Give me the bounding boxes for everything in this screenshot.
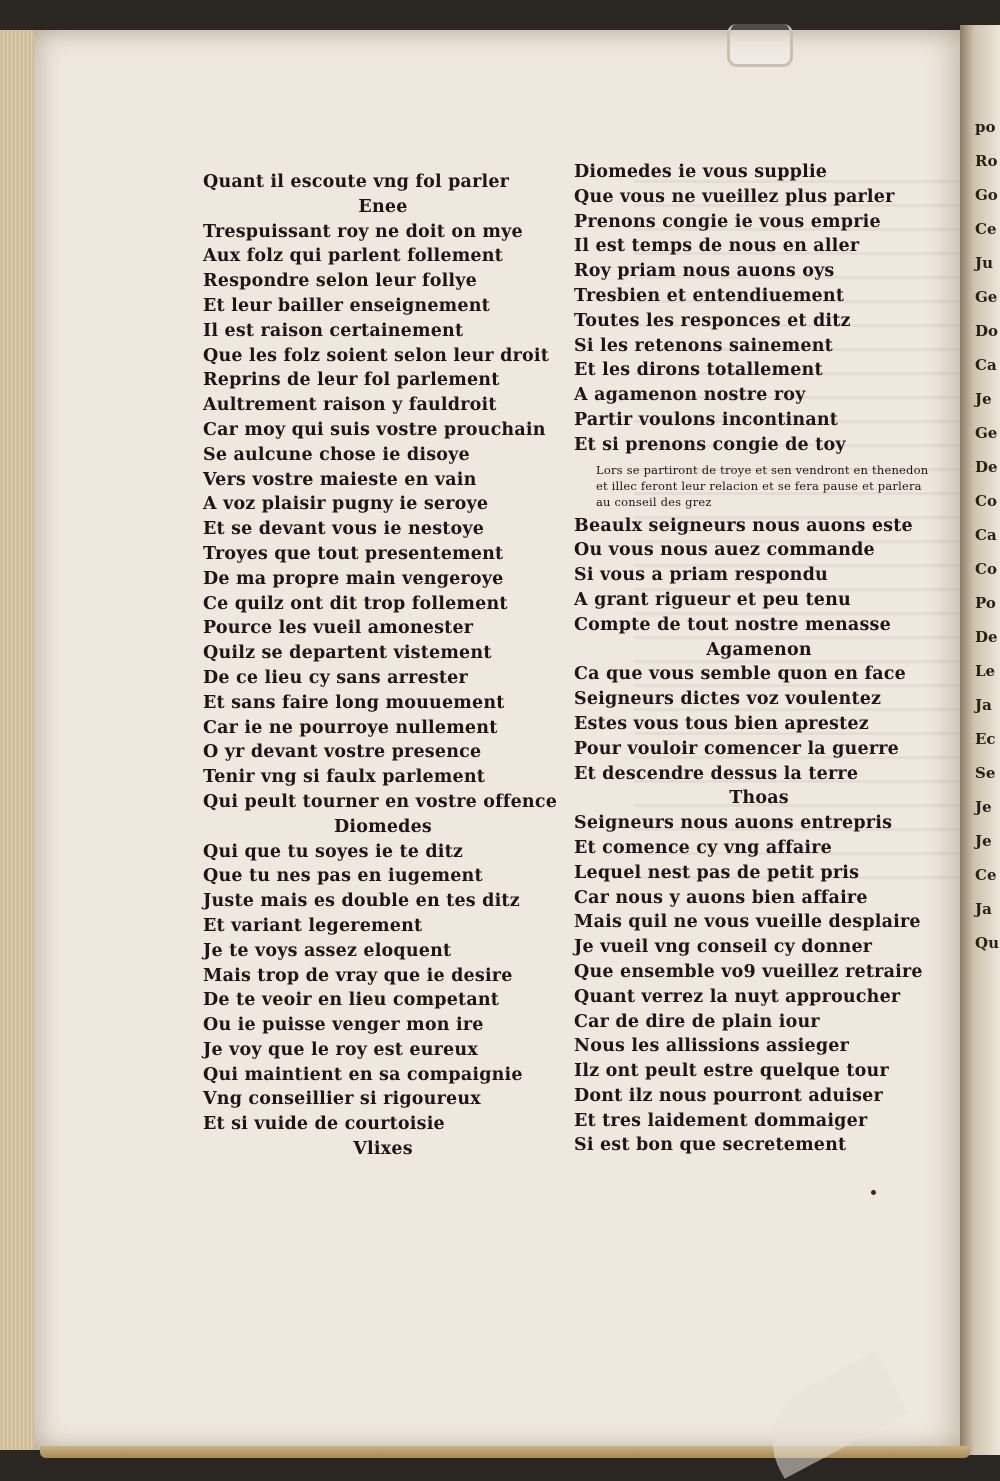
verse-line: Nous les allissions assieger (574, 1036, 850, 1057)
fore-edge-fragment: Co (975, 560, 997, 578)
verse-line: Qui peult tourner en vostre offence (203, 791, 558, 812)
verse-line: De te veoir en lieu competant (203, 990, 500, 1011)
verse-line: Tresbien et entendiuement (574, 285, 845, 306)
verse-line: Reprins de leur fol parlement (203, 370, 500, 391)
fore-edge-fragment: Se (975, 764, 996, 782)
fore-edge-fragment: Ca (975, 526, 997, 544)
verse-line: Et leur bailler enseignement (203, 295, 490, 316)
verse-line: Seigneurs nous auons entrepris (574, 813, 893, 834)
verse-line: Prenons congie ie vous emprie (574, 211, 881, 232)
verse-line: A grant rigueur et peu tenu (574, 589, 851, 610)
fore-edge-fragment: Ro (975, 152, 998, 170)
verse-line: Trespuissant roy ne doit on mye (203, 221, 523, 242)
verse-line: Quant verrez la nuyt approucher (574, 986, 901, 1007)
verse-line: Partir voulons incontinant (574, 409, 839, 430)
fore-edge-fragment: Co (975, 492, 997, 510)
verse-line: De ma propre main vengeroye (203, 568, 504, 589)
fore-edge-fragment: Ja (975, 696, 992, 714)
verse-line: Que ensemble vo9 vueillez retraire (574, 961, 923, 982)
verse-line: Et comence cy vng affaire (574, 837, 832, 858)
verse-line: Car ie ne pourroye nullement (203, 717, 498, 738)
verse-line: Que vous ne vueillez plus parler (574, 186, 895, 207)
fore-edge-fragment: Go (975, 186, 998, 204)
fore-edge-fragment: Ju (975, 254, 994, 272)
left-text-column (203, 170, 563, 1162)
verse-line: Pour vouloir comencer la guerre (574, 738, 899, 759)
fore-edge-fragment: Do (975, 322, 999, 340)
speaker-name: Enee (358, 196, 408, 217)
stage-direction: Lors se partiront de troye et sen vendront en thenedon et illec feront leur relacion et se fera pause et parlera au conseil des grez (596, 462, 929, 509)
verse-line: Vers vostre maieste en vain (203, 469, 477, 490)
verse-line: Aux folz qui parlent follement (203, 246, 503, 267)
fore-edge-fragment: Ja (975, 900, 992, 918)
verse-line: Ce quilz ont dit trop follement (203, 593, 508, 614)
verse-line: Lequel nest pas de petit pris (574, 862, 860, 883)
fore-edge-fragment: Je (975, 798, 992, 816)
verse-line: Ca que vous semble quon en face (574, 664, 906, 685)
verse-line: Et si vuide de courtoisie (203, 1114, 445, 1135)
verse-line: Troyes que tout presentement (203, 543, 504, 564)
verse-line: Quant il escoute vng fol parler (203, 172, 510, 192)
fore-edge-fragment: Ec (975, 730, 996, 748)
verse-line: Dont ilz nous pourront aduiser (574, 1085, 883, 1106)
verse-line: Je voy que le roy est eureux (203, 1039, 478, 1060)
verse-line: Qui que tu soyes ie te ditz (203, 841, 464, 862)
verse-line: De ce lieu cy sans arrester (203, 667, 468, 688)
verse-line: Et variant legerement (203, 915, 423, 936)
verse-line: Il est temps de nous en aller (574, 236, 860, 257)
fore-edge-fragment: Ce (975, 866, 997, 884)
verse-line: Si vous a priam respondu (574, 565, 828, 586)
verse-line: Roy priam nous auons oys (574, 261, 835, 282)
verse-line: Et si prenons congie de toy (574, 434, 846, 455)
verse-line: Vng conseillier si rigoureux (203, 1089, 481, 1110)
verse-line: Diomedes ie vous supplie (574, 162, 828, 182)
speaker-name: Diomedes (334, 816, 432, 837)
verse-line: Que les folz soient selon leur droit (203, 345, 550, 366)
verse-line: Tenir vng si faulx parlement (203, 767, 486, 788)
verse-line: Et tres laidement dommaiger (574, 1110, 868, 1131)
verse-line: Je te voys assez eloquent (203, 940, 452, 961)
verse-line: Toutes les responces et ditz (574, 310, 851, 331)
verse-line: Et se devant vous ie nestoye (203, 519, 485, 540)
verse-line: Si est bon que secretement (574, 1135, 847, 1156)
verse-line: A voz plaisir pugny ie seroye (203, 494, 489, 515)
verse-line: Seigneurs dictes voz voulentez (574, 689, 882, 710)
verse-line: Aultrement raison y fauldroit (203, 395, 497, 416)
facing-page-text-fragments (975, 110, 1000, 952)
verse-line: Quilz se departent vistement (203, 643, 492, 664)
speaker-name: Vlixes (353, 1139, 413, 1160)
right-text-column (574, 160, 944, 1158)
verse-line: Il est raison certainement (203, 320, 464, 341)
verse-line: Estes vous tous bien aprestez (574, 713, 869, 734)
fore-edge-fragment: Po (975, 594, 996, 612)
verse-line: Si les retenons sainement (574, 335, 833, 356)
fore-edge-fragment: po (975, 118, 996, 136)
fore-edge-fragment: Ge (975, 288, 998, 306)
fore-edge-fragment: Le (975, 662, 996, 680)
page-clip (727, 24, 793, 67)
verse-line: Et les dirons totallement (574, 360, 823, 381)
speaker-name: Agamenon (706, 639, 812, 660)
verse-line: Qui maintient en sa compaignie (203, 1064, 523, 1085)
verse-line: Compte de tout nostre menasse (574, 614, 891, 635)
verse-line: Ou ie puisse venger mon ire (203, 1015, 484, 1036)
verse-line: O yr devant vostre presence (203, 742, 482, 763)
verse-line: Mais quil ne vous vueille desplaire (574, 912, 921, 933)
verse-line: Beaulx seigneurs nous auons este (574, 515, 913, 536)
verse-line: Que tu nes pas en iugement (203, 866, 483, 887)
fore-edge-fragment: Ce (975, 220, 997, 238)
fore-edge-fragment: Qu (975, 934, 999, 952)
verse-line: Ilz ont peult estre quelque tour (574, 1061, 889, 1082)
verse-line: Respondre selon leur follye (203, 271, 477, 292)
fore-edge-fragment: De (975, 628, 998, 646)
verse-line: A agamenon nostre roy (574, 385, 806, 406)
fore-edge-fragment: Je (975, 390, 992, 408)
verse-line: Ou vous nous auez commande (574, 540, 875, 561)
fore-edge-fragment: De (975, 458, 998, 476)
ink-speck (871, 1190, 876, 1195)
verse-line: Mais trop de vray que ie desire (203, 965, 513, 986)
verse-line: Et sans faire long mouuement (203, 692, 505, 713)
verse-line: Se aulcune chose ie disoye (203, 444, 470, 465)
verse-line: Juste mais es double en tes ditz (203, 891, 520, 912)
fore-edge-fragment: Ca (975, 356, 997, 374)
speaker-name: Thoas (729, 788, 789, 809)
verse-line: Car nous y auons bien affaire (574, 887, 868, 908)
verse-line: Car moy qui suis vostre prouchain (203, 419, 546, 440)
verse-line: Pource les vueil amonester (203, 618, 474, 639)
verse-line: Car de dire de plain iour (574, 1011, 820, 1032)
fore-edge-fragment: Je (975, 832, 992, 850)
fore-edge-fragment: Ge (975, 424, 998, 442)
verse-line: Et descendre dessus la terre (574, 763, 859, 784)
verse-line: Je vueil vng conseil cy donner (574, 937, 873, 958)
